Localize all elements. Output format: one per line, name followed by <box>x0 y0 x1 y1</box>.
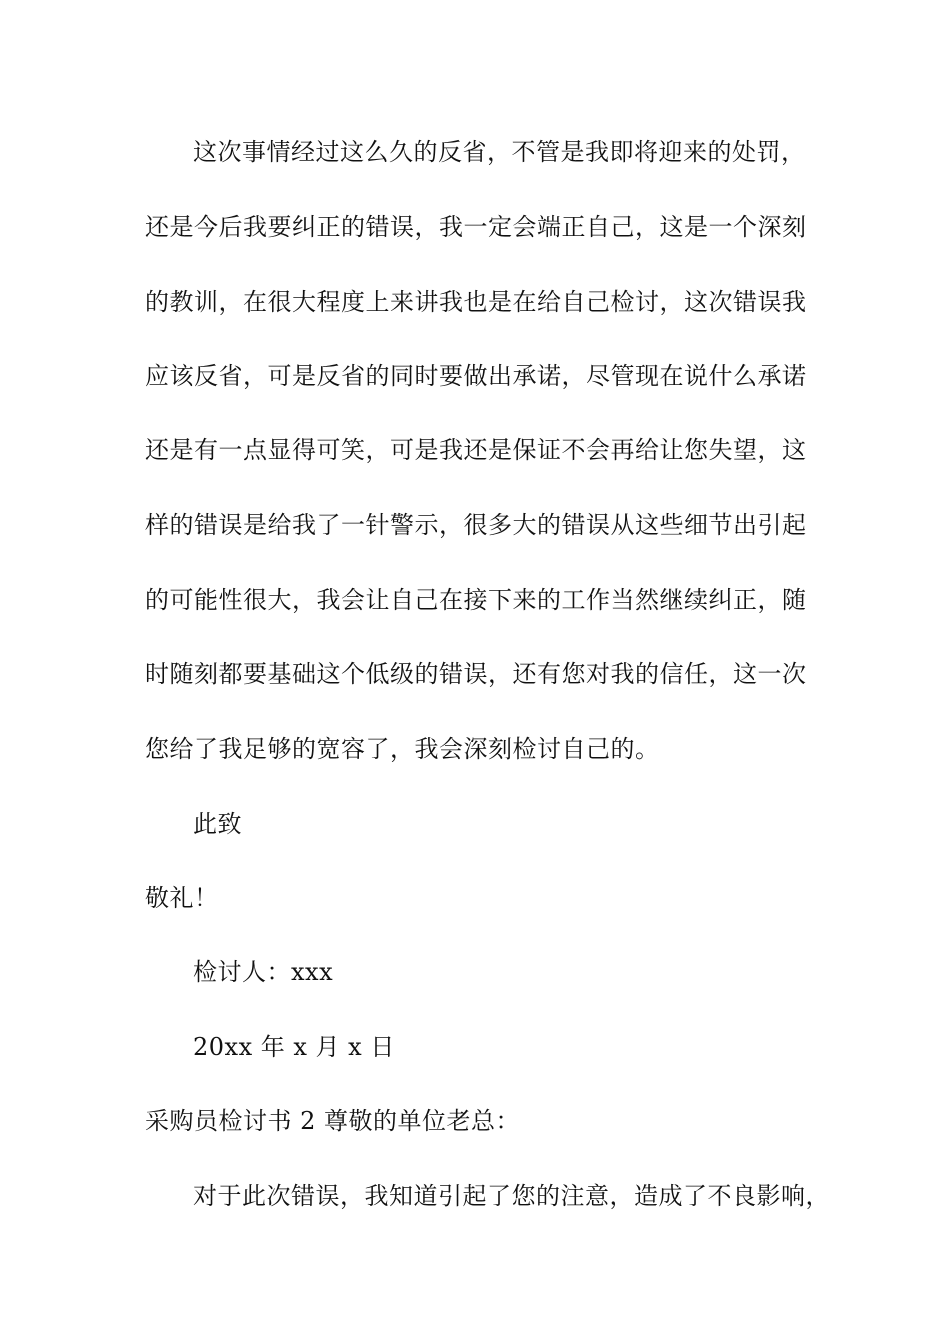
closing-regards: 敬礼！ <box>145 884 219 912</box>
paragraph-line-5: 还是有一点显得可笑，可是我还是保证不会再给让您失望，这 <box>145 436 807 464</box>
closing-salutation: 此致 <box>193 810 242 838</box>
paragraph-line-3: 的教训，在很大程度上来讲我也是在给自己检讨，这次错误我 <box>145 288 807 316</box>
paragraph-line-9: 您给了我足够的宽容了，我会深刻检讨自己的。 <box>145 735 660 763</box>
paragraph-line-2: 还是今后我要纠正的错误，我一定会端正自己，这是一个深刻 <box>145 213 807 241</box>
signature-author: 检讨人：xxx <box>193 958 334 986</box>
paragraph-line-4: 应该反省，可是反省的同时要做出承诺，尽管现在说什么承诺 <box>145 362 807 390</box>
paragraph-line-1: 这次事情经过这么久的反省，不管是我即将迎来的处罚， <box>193 138 806 166</box>
paragraph-line-8: 时随刻都要基础这个低级的错误，还有您对我的信任，这一次 <box>145 660 807 688</box>
signature-date: 20xx 年 x 月 x 日 <box>193 1033 395 1061</box>
paragraph-line-7: 的可能性很大，我会让自己在接下来的工作当然继续纠正，随 <box>145 586 807 614</box>
paragraph-line-next: 对于此次错误，我知道引起了您的注意，造成了不良影响， <box>193 1182 830 1210</box>
section-heading: 采购员检讨书 2 尊敬的单位老总： <box>145 1107 521 1135</box>
paragraph-line-6: 样的错误是给我了一针警示，很多大的错误从这些细节出引起 <box>145 511 807 539</box>
